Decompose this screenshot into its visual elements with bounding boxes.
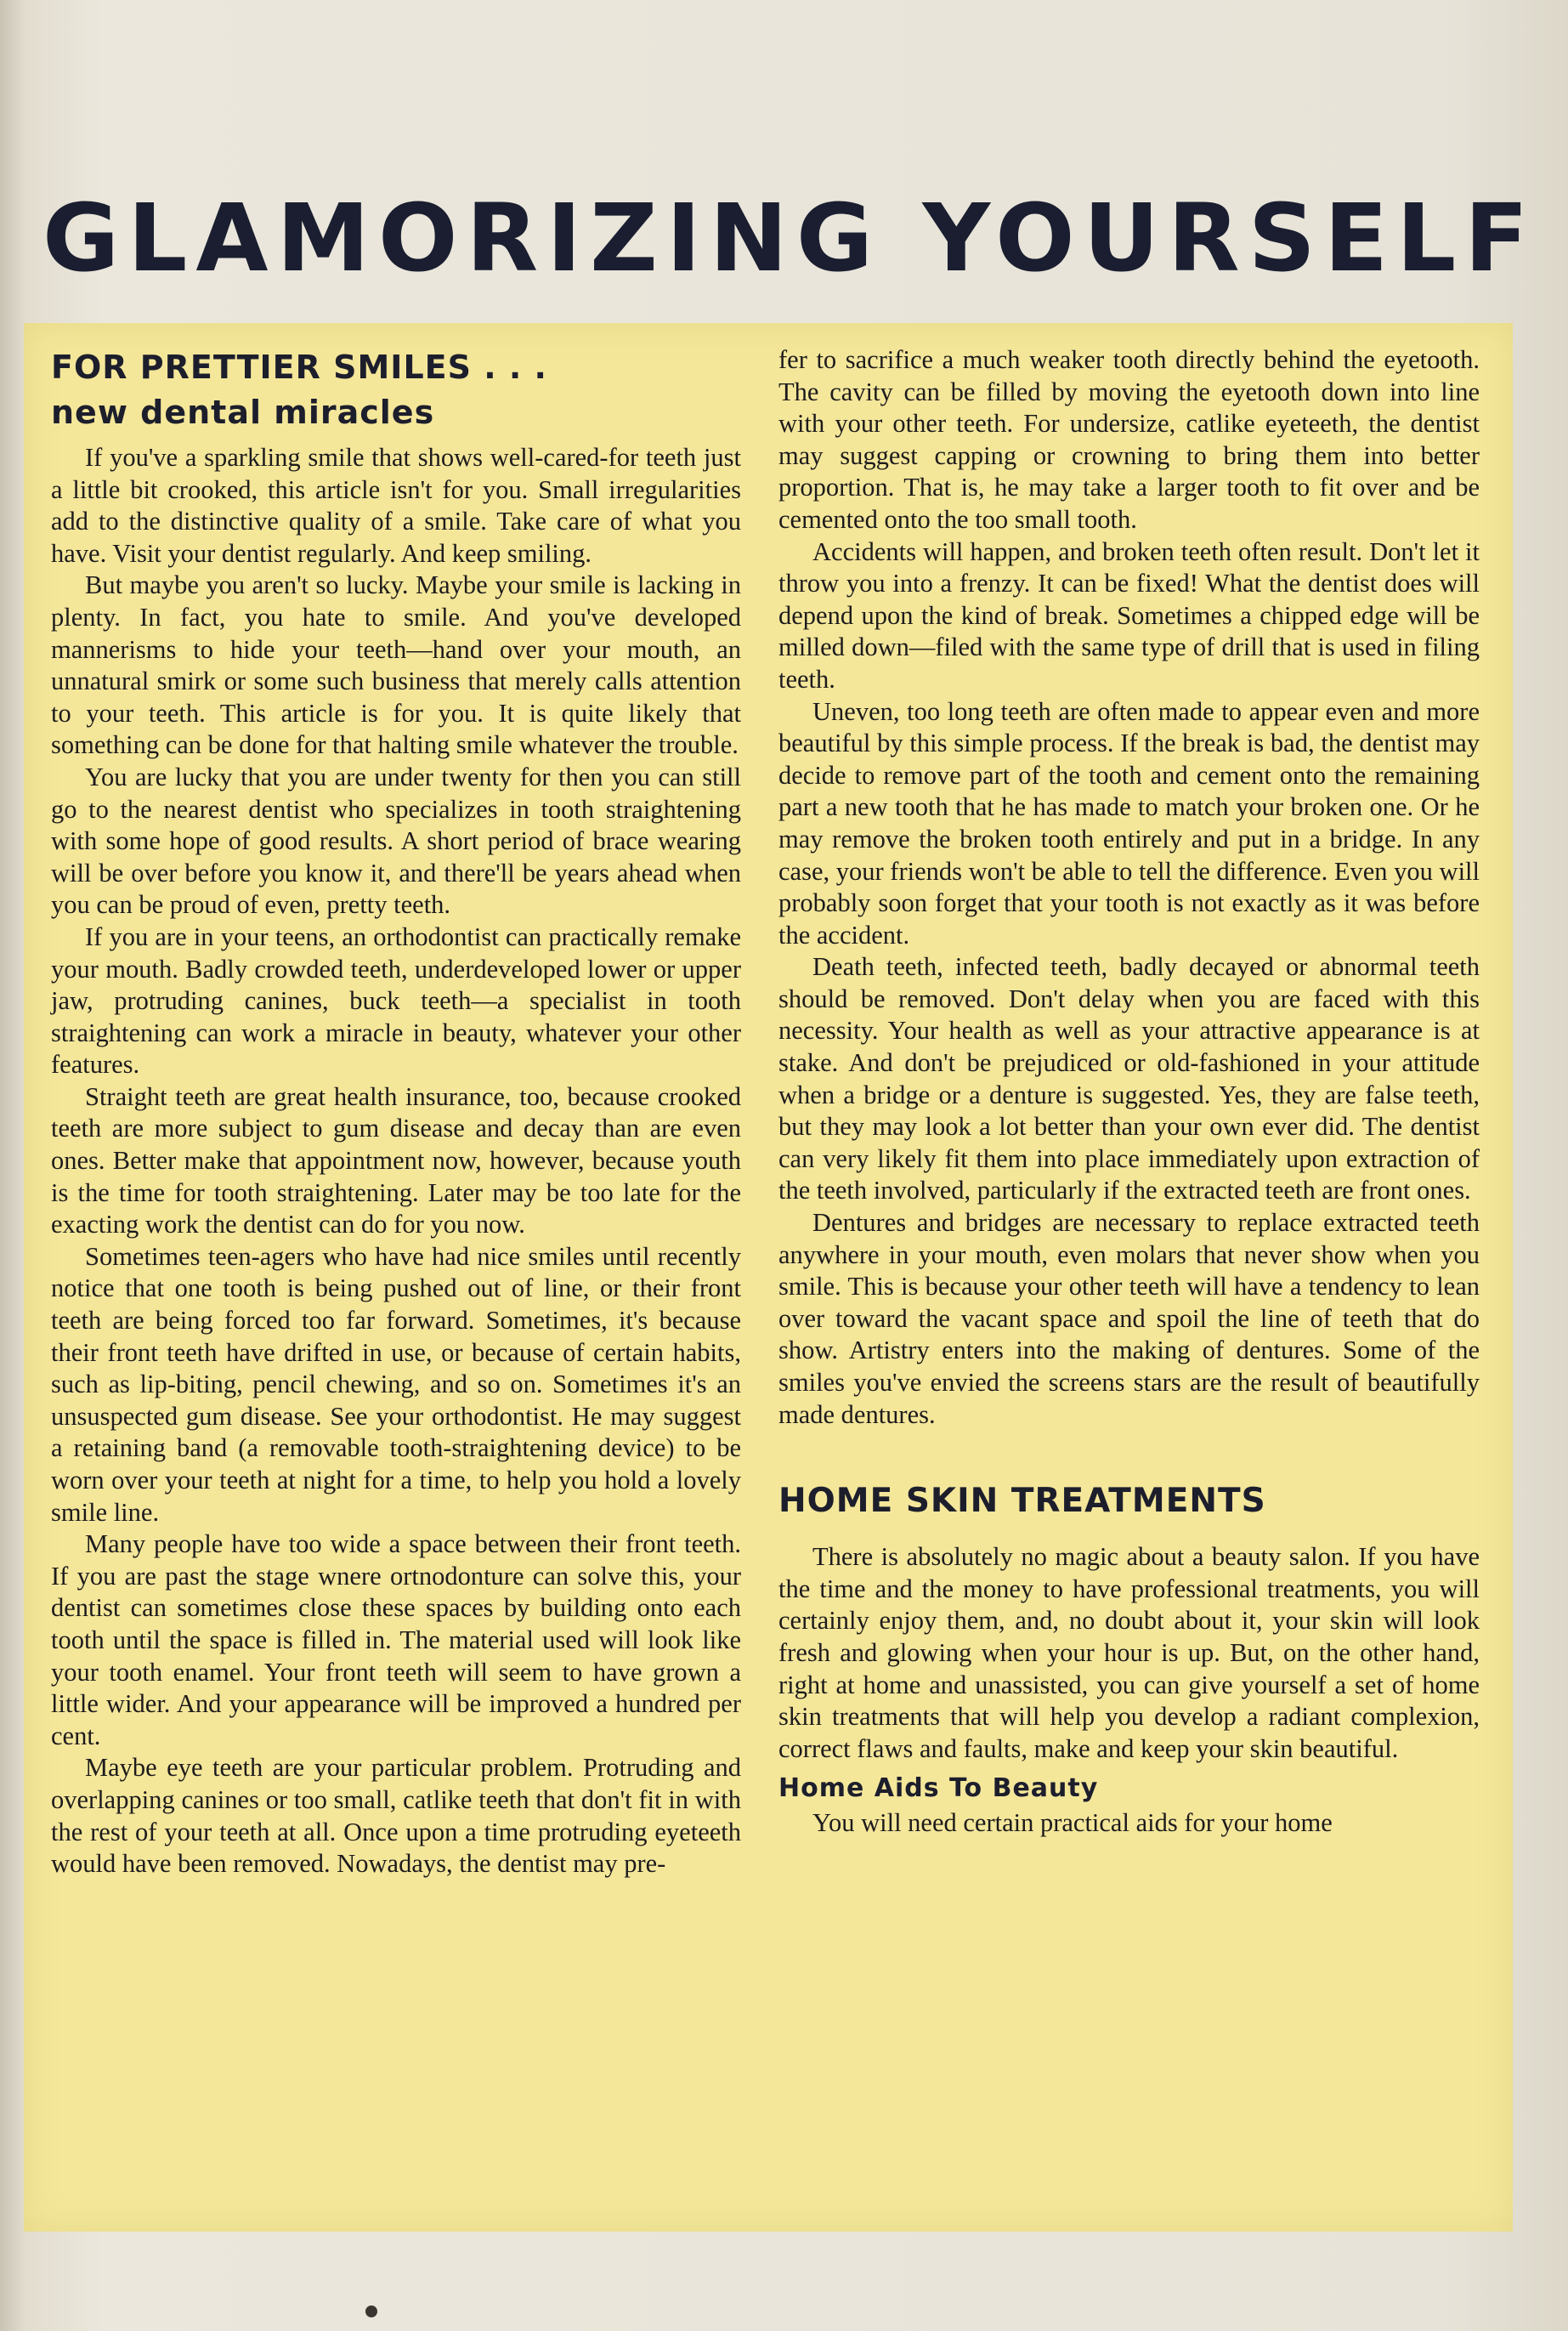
left-column (51, 344, 741, 1880)
paragraph: But maybe you aren't so lucky. Maybe your smile is lacking in plenty. In fact, you hate to smile. And you've developed mannerisms to hide your teeth—hand over your mouth, an unnatural smirk or some such business that merely calls attention to your teeth. This article is for you. It is quite likely that something can be done for that halting smile whatever the trouble. (51, 570, 741, 760)
paragraph: If you've a sparkling smile that shows well-cared-for teeth just a little bit crooked, this article isn't for you. Small irregularities add to the distinctive quality of a smile. Take care of what you have. Visit your dentist regularly. And keep smiling. (51, 443, 741, 568)
section-subtitle-dental: new dental miracles (51, 394, 435, 431)
paragraph: Accidents will happen, and broken teeth often result. Don't let it throw you into a frenzy. It can be fixed! What the dentist does will depend upon the kind of break. Sometimes a chipped edge will be milled down—filed with the same type of drill that is used in filing teeth. (778, 536, 1480, 694)
subheading-home-aids: Home Aids To Beauty (778, 1773, 1099, 1804)
right-column (778, 344, 1480, 1840)
section-title-skin: HOME SKIN TREATMENTS (778, 1482, 1266, 1521)
paragraph-continuation: fer to sacrifice a much weaker tooth directly behind the eyetooth. The cavity can be filled by moving the eyetooth down into line with your other teeth. For undersize, catlike eyeteeth, the dentist may suggest capping or crowning to bring them into better proportion. That is, he may take a larger tooth to fit over and be cemented onto the too small tooth. (778, 345, 1480, 534)
paragraph: You will need certain practical aids for your home (812, 1808, 1333, 1838)
page-title: GLAMORIZING YOURSELF (42, 184, 1537, 292)
paragraph: Dentures and bridges are necessary to replace extracted teeth anywhere in your mouth, even molars that never show when you smile. This is because your other teeth will have a tendency to lean over toward the vacant space and spoil the line of teeth that do show. Artistry enters into the making of dentures. Some of the smiles you've envied the screens stars are the result of beautifully made dentures. (778, 1208, 1480, 1429)
paragraph: If you are in your teens, an orthodontist can practically remake your mouth. Badly crowded teeth, underdeveloped lower or upper jaw, protruding canines, buck teeth—a specialist in tooth straightening can work a miracle in beauty, whatever your other features. (51, 922, 741, 1080)
paragraph: Many people have too wide a space between their front teeth. If you are past the stage wnere ortnodonture can solve this, your dentist can sometimes close these spaces by building onto each tooth until the space is filled in. The material used will look like your tooth enamel. Your front teeth will seem to have grown a little wider. And your appearance will be improved a hundred per cent. (51, 1529, 741, 1750)
ink-spot (365, 2305, 377, 2317)
paragraph: You are lucky that you are under twenty for then you can still go to the nearest dentist who specializes in tooth straightening with some hope of good results. A short period of brace wearing will be over before you know it, and there'll be years ahead when you can be proud of even, pretty teeth. (51, 762, 741, 920)
section-title-smiles: FOR PRETTIER SMILES . . . (51, 349, 547, 386)
paragraph: Sometimes teen-agers who have had nice smiles until recently notice that one tooth is being pushed out of line, or their front teeth are being forced too far forward. Sometimes, it's because their front teeth have drifted in use, or because of certain habits, such as lip-biting, pencil chewing, and so on. Sometimes it's an unsuspected gum disease. See your orthodontist. He may suggest a retaining band (a removable tooth-straightening device) to be worn over your teeth at night for a time, to help you hold a lovely smile line. (51, 1241, 741, 1527)
paragraph: Uneven, too long teeth are often made to appear even and more beautiful by this simple process. If the break is bad, the dentist may decide to remove part of the tooth and cement onto the remaining part a new tooth that he has made to match your broken one. Or he may remove the broken tooth entirely and put in a bridge. In any case, your friends won't be able to tell the difference. Even you will probably soon forget that your tooth is not exactly as it was before the accident. (778, 696, 1480, 950)
paragraph: Maybe eye teeth are your particular problem. Protruding and overlapping canines or too small, catlike teeth that don't fit in with the rest of your teeth at all. Once upon a time protruding eyeteeth would have been removed. Nowadays, the dentist may pre- (51, 1753, 741, 1879)
paragraph: Straight teeth are great health insurance, too, because crooked teeth are more subject to gum disease and decay than are even ones. Better make that appointment now, however, because youth is the time for tooth straightening. Later may be too late for the exacting work the dentist can do for you now. (51, 1081, 741, 1239)
paragraph: Death teeth, infected teeth, badly decayed or abnormal teeth should be removed. Don't delay when you are faced with this necessity. Your health as well as your attractive appearance is at stake. And don't be prejudiced or old-fashioned in your attitude when a bridge or a denture is suggested. Yes, they are false teeth, but they may look a lot better than your own ever did. The dentist can very likely fit them into place immediately upon extraction of the teeth involved, particularly if the extracted teeth are front ones. (778, 952, 1480, 1205)
paragraph: There is absolutely no magic about a beauty salon. If you have the time and the money to have professional treatments, you will certainly enjoy them, and, no doubt about it, your skin will look fresh and glowing when your hour is up. But, on the other hand, right at home and unassisted, you can give yourself a set of home skin treatments that will help you develop a radiant complexion, correct flaws and faults, make and keep your skin beautiful. (778, 1542, 1480, 1763)
